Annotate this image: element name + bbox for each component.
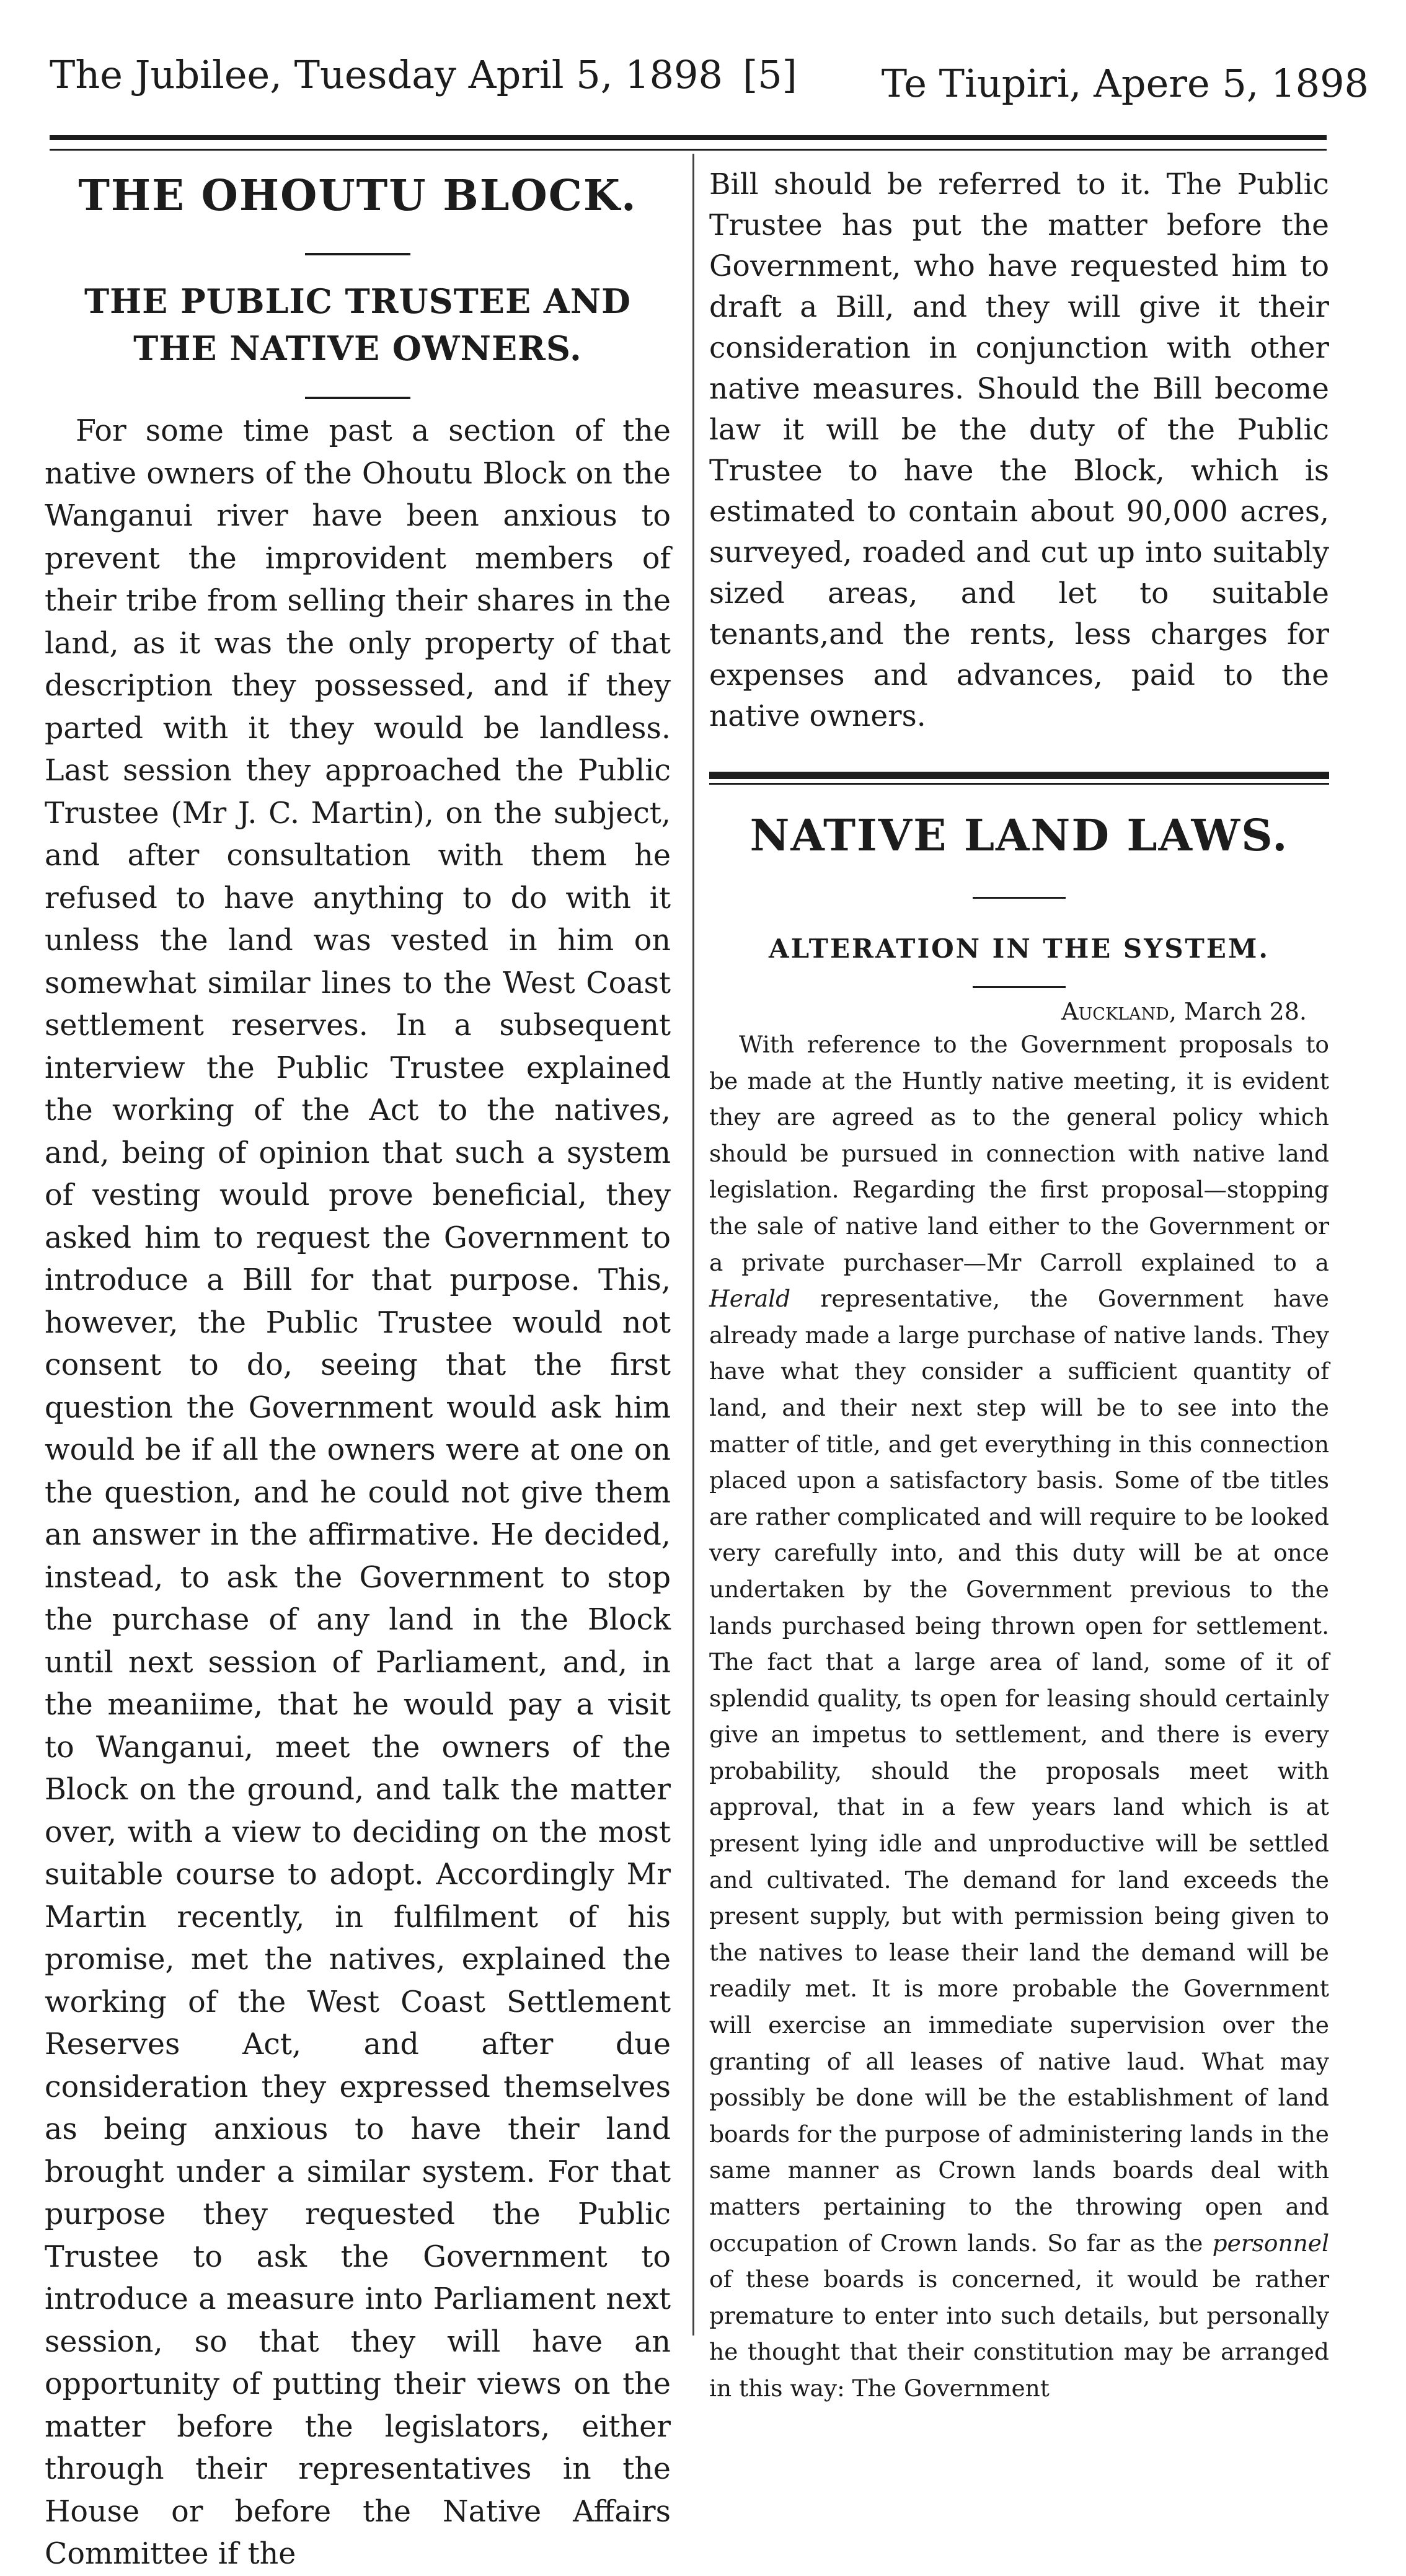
article-separator-thin (709, 783, 1329, 785)
article-ohoutu-continuation: Bill should be referred to it. The Public Trustee has put the matter before the Government, who have requested him to draft a Bill, and they will give it their consideration in conjunction with other native measures. Should the Bill become law it will be the duty of the Public Trustee to have the Block, which is estimated to contain about 90,000 acres, surveyed, roaded and cut up into suitably sized areas, and let to suitable tenants,and the rents, less charges for expenses and advances, paid to the native owners. (709, 167, 1329, 733)
subheadline-rule (305, 397, 410, 399)
body-part-1: With reference to the Government proposals to be made at the Huntly native meeting, it is evident they are agreed as to the general policy which should be pursued in connection with native land legislation. Regarding the first proposal—stopping the sale of native land either to the Government or a private purchaser—Mr Carroll explained to a (709, 1031, 1329, 1276)
page-number: [5] (743, 52, 797, 97)
article-land-laws-headline: NATIVE LAND LAWS. (749, 809, 1289, 861)
dateline-place: Auckland, (1061, 998, 1177, 1025)
article-ohoutu-body: For some time past a section of the native owners of the Ohoutu Block on the Wanganui river have been anxious to prevent the improvident members of their tribe from selling their shares in the land, as it was the only property of that description they possessed, and if they parted with it they would be landless. Last session they approached the Public Trustee (Mr J. C. Martin), on the subject, and after consultation with them he refused to have anything to do with it unless the land was vested in him on somewhat similar lines to the West Coast settlement reserves. In a subsequent interview the Public Trustee explained the working of the Act to the natives, and, being of opinion that such a system of vesting would prove beneficial, they asked him to request the Government to introduce a Bill for that purpose. This, however, the Public Trustee would not consent to do, seeing that the first question the Government would ask him would be if all the owners were at one on the question, and he could not give them an answer in the affirmative. He decided, instead, to ask the Government to stop the purchase of any land in the Block until next session of Parliament, and, in the meaniime, that he would pay a visit to Wanganui, meet the owners of the Block on the ground, and talk the matter over, with a view to deciding on the most suitable course to adopt. Accordingly Mr Martin recently, in fulfilment of his promise, met the natives, explained the working of the West Coast Settlement Reserves Act, and after due consideration they expressed themselves as being anxious to have their land brought under a similar system. For that purpose they requested the Public Trustee to ask the Government to introduce a measure into Parliament next session, so that they will have an opportunity of putting their views on the matter before the legislators, either through their representatives in the House or before the Native Affairs Committee if the (45, 414, 671, 2571)
dateline-date: March 28. (1184, 998, 1307, 1025)
header-english-date: The Jubilee, Tuesday April 5, 1898 (50, 52, 723, 97)
header-rule-thick (50, 135, 1327, 140)
headline-rule (973, 897, 1066, 899)
body-part-2: representative, the Government have already made a large purchase of native lands. They have what they consider a sufficient quantity of land, and their next step will be to see into the matter of title, and get everything in this connection placed upon a satisfactory basis. Some of tbe titles are rather complicated and will require to be looked very carefully into, and this duty will be at once undertaken by the Government previous to the lands purchased being thrown open for settlement. The fact that a large area of land, some of it of splendid quality, ts open for leasing should certainly give an impetus to settlement, and there is every probability, should the proposals meet with approval, that in a few years land which is at present lying idle and unproductive will be settled and cultivated. The demand for land exceeds the present supply, but with permission being given to the natives to lease their land the demand will be readily met. It is more probable the Government will exercise an immediate supervision over the granting of all leases of native laud. What may possibly be done will be the establishment of land boards for the purpose of administering lands in the same manner as Crown lands boards deal with matters pertaining to the throwing open and occupation of Crown lands. So far as the (709, 1285, 1329, 2257)
left-column (45, 155, 671, 2576)
headline-rule (305, 253, 410, 255)
article-land-laws-subheadline: ALTERATION IN THE SYSTEM. (769, 933, 1270, 964)
article-ohoutu-subheadline: THE PUBLIC TRUSTEE AND THE NATIVE OWNERS. (84, 281, 632, 368)
dateline (709, 997, 1307, 1026)
body-part-3: of these boards is concerned, it would be rather premature to enter into such details, but personally he thought that their constitution may be arranged in this way: The Government (709, 2265, 1329, 2402)
header-maori-date: Te Tiupiri, Apere 5, 1898 (881, 61, 1369, 106)
header-rule-thin (50, 149, 1327, 151)
subheadline-rule (973, 986, 1066, 988)
article-separator-thick (709, 772, 1329, 779)
herald-italic: Herald (709, 1285, 791, 1313)
page-header (50, 52, 1369, 126)
right-column (709, 164, 1329, 2407)
personnel-italic: personnel (1212, 2229, 1329, 2257)
column-divider (692, 154, 694, 2336)
article-land-laws-body (709, 1026, 1329, 2407)
article-ohoutu-headline: THE OHOUTU BLOCK. (78, 171, 637, 221)
